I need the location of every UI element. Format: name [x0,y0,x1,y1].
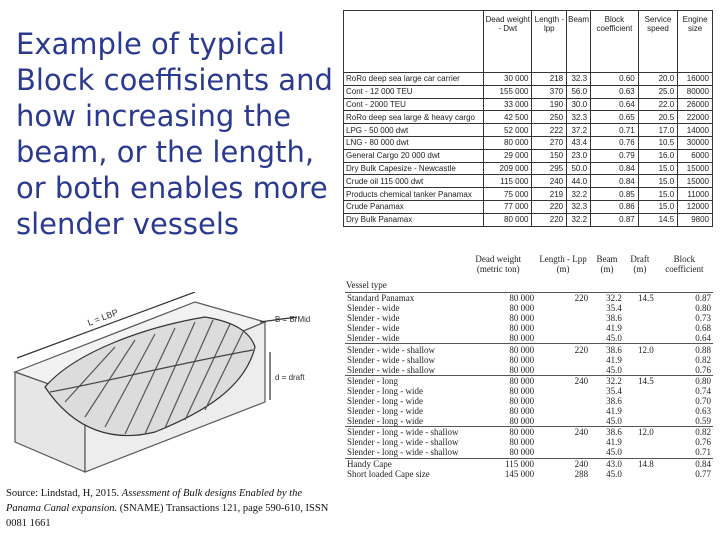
vessel-name-cell: LPG - 50 000 dwt [344,124,484,137]
value-cell: 38.6 [606,395,622,406]
value-cell: 0.65 [591,111,639,124]
value-cell: 80 000 [460,427,536,438]
value-cell [624,365,656,376]
value-cell [536,406,590,416]
value-cell: 30000 [678,136,713,149]
value-cell: 220 [574,293,589,304]
value-cell: 288 [574,468,589,479]
value-cell: 22000 [678,111,713,124]
value-cell [624,313,656,323]
table-row [345,333,713,344]
value-cell: 0.84 [591,162,639,175]
value-cell [624,355,656,365]
value-cell: 0.76 [695,364,711,375]
value-cell: 145 000 [504,468,535,479]
value-cell: 0.63 [695,406,711,417]
value-cell: 0.88 [656,344,713,355]
vessel-name-cell: Crude oil 115 000 dwt [344,175,484,188]
value-cell: 0.74 [695,385,711,396]
value-cell: 15.0 [638,162,677,175]
table-row [344,175,713,188]
value-cell: 80 000 [460,375,536,386]
vessel-type-cell: Short loaded Cape size [347,468,430,479]
value-cell: 45.0 [606,333,622,344]
column-header: Block coefficient [591,11,639,73]
value-cell: 26000 [678,98,713,111]
table-row [345,375,713,386]
value-cell: 190 [532,98,567,111]
value-cell [624,406,656,416]
value-cell: 12.0 [624,344,656,355]
value-cell: 42 500 [484,111,532,124]
value-cell: 80 000 [509,437,535,448]
value-cell: 38.6 [590,344,624,355]
value-cell: 0.86 [591,200,639,213]
value-cell: 14.5 [624,375,656,386]
vessel-type-cell: Slender - wide [347,323,400,334]
column-header: Beam (m) [596,254,618,274]
value-cell [536,416,590,427]
table-row [345,323,713,333]
vessel-type-cell: Slender - wide [347,303,400,314]
value-cell: 30 000 [484,73,532,86]
value-cell: 0.76 [695,437,711,448]
table-row [345,406,713,416]
value-cell: 12.0 [624,427,656,438]
value-cell: 25.0 [638,85,677,98]
vessel-name-cell: Cont - 12 000 TEU [344,85,484,98]
value-cell [536,396,590,406]
value-cell: 50.0 [567,162,591,175]
table-row [344,136,713,149]
table-row [344,188,713,201]
value-cell [624,333,656,344]
value-cell: 45.0 [606,416,622,427]
table-row [344,111,713,124]
table-row [344,162,713,175]
value-cell [536,323,590,333]
table-row [345,427,713,438]
value-cell [624,386,656,396]
value-cell: 33 000 [484,98,532,111]
value-cell: 0.82 [695,354,711,365]
column-header: Beam [567,11,591,73]
value-cell: 0.77 [695,468,711,479]
vessel-type-cell: Slender - long - wide [347,416,423,427]
value-cell: 41.9 [606,437,622,448]
vessel-name-cell: Products chemical tanker Panamax [344,188,484,201]
value-cell: 14.8 [624,458,656,469]
table-row [345,313,713,323]
table-row [345,416,713,427]
value-cell: 250 [532,111,567,124]
value-cell: 0.71 [695,447,711,458]
value-cell: 12000 [678,200,713,213]
table-row [344,149,713,162]
table-row [344,85,713,98]
value-cell: 80 000 [484,213,532,226]
value-cell: 17.0 [638,124,677,137]
column-header: Vessel type [346,280,387,290]
value-cell [624,303,656,313]
value-cell: 9800 [678,213,713,226]
value-cell: 44.0 [567,175,591,188]
draft-label: d = draft [275,373,305,382]
value-cell: 15000 [678,162,713,175]
table-row [345,386,713,396]
value-cell: 45.0 [606,447,622,458]
value-cell [536,355,590,365]
value-cell: 222 [532,124,567,137]
value-cell: 32.2 [567,213,591,226]
value-cell: 0.64 [695,333,711,344]
vessel-name-cell: Dry Bulk Capesize - Newcastle [344,162,484,175]
value-cell: 35.4 [606,303,622,314]
value-cell: 32.3 [567,111,591,124]
value-cell: 35.4 [606,385,622,396]
length-label: L = LBP [86,307,120,328]
vessel-type-cell: Slender - long - wide [347,395,423,406]
source-tail: (SNAME) Transactions 121, page 590-610, ISSN 0081 1661 [6,503,329,529]
value-cell: 240 [532,175,567,188]
value-cell: 80 000 [509,333,535,344]
value-cell: 56.0 [567,85,591,98]
value-cell: 80 000 [509,395,535,406]
table-row [345,469,713,479]
value-cell: 80 000 [509,323,535,334]
value-cell: 80 000 [509,313,535,324]
table-row [344,200,713,213]
value-cell: 32.3 [567,73,591,86]
value-cell: 270 [532,136,567,149]
column-header: Dead weight (metric ton) [475,254,522,274]
value-cell: 15.0 [638,188,677,201]
table-row [344,73,713,86]
value-cell: 295 [532,162,567,175]
value-cell: 45.0 [606,364,622,375]
value-cell: 15.0 [638,175,677,188]
table-row [345,365,713,376]
vessel-name-cell: RoRo deep sea large & heavy cargo [344,111,484,124]
table-row [345,458,713,469]
beam-label: B = BrMid [275,315,311,324]
vessel-type-cell: Slender - long - wide - shallow [347,427,459,438]
source-plain: Source: Lindstad, H, 2015. [6,488,120,499]
value-cell: 115 000 [484,175,532,188]
value-cell: 240 [536,458,590,469]
vessel-name-cell: Dry Bulk Panamax [344,213,484,226]
table-row [344,98,713,111]
value-cell: 80 000 [484,136,532,149]
vessel-type-cell: Slender - long [345,375,460,386]
value-cell: 32.2 [606,293,622,304]
value-cell: 80000 [678,85,713,98]
value-cell: 0.68 [695,323,711,334]
value-cell: 0.59 [695,416,711,427]
value-cell: 0.87 [591,213,639,226]
table-row [345,303,713,313]
value-cell: 80 000 [509,364,535,375]
value-cell [536,437,590,447]
value-cell [624,416,656,427]
vessel-name-cell: Crude Panamax [344,200,484,213]
table-row [344,213,713,226]
value-cell: 0.60 [591,73,639,86]
value-cell [536,303,590,313]
value-cell: 32.2 [590,375,624,386]
column-header: Engine size [678,11,713,73]
value-cell: 16000 [678,73,713,86]
value-cell: 218 [532,73,567,86]
value-cell: 240 [536,375,590,386]
value-cell: 0.87 [695,293,711,304]
value-cell: 209 000 [484,162,532,175]
vessel-type-cell: Slender - wide - shallow [345,344,460,355]
value-cell [536,386,590,396]
table-row [345,344,713,355]
column-header: Block coefficient [665,254,704,274]
value-cell: 22.0 [638,98,677,111]
value-cell [624,437,656,447]
value-cell [624,469,656,479]
table-header-row [345,252,713,293]
value-cell: 41.9 [606,323,622,334]
column-header: Dead weight - Dwt [484,11,532,73]
value-cell: 0.80 [656,375,713,386]
value-cell: 15000 [678,175,713,188]
value-cell: 23.0 [567,149,591,162]
value-cell: 220 [536,344,590,355]
value-cell: 43.4 [567,136,591,149]
value-cell: 77 000 [484,200,532,213]
vessel-type-cell: Slender - wide [347,313,400,324]
value-cell: 115 000 [460,458,536,469]
source-citation [6,486,336,531]
value-cell: 0.71 [591,124,639,137]
vessel-type-cell: Slender - wide [347,333,400,344]
value-cell: 220 [532,200,567,213]
value-cell: 80 000 [509,354,535,365]
value-cell [624,396,656,406]
value-cell: 150 [532,149,567,162]
column-header: Service speed [638,11,677,73]
value-cell [536,333,590,344]
value-cell: 0.80 [695,303,711,314]
value-cell: 0.84 [656,458,713,469]
value-cell: 240 [536,427,590,438]
value-cell: 0.70 [695,395,711,406]
table-row [345,293,713,304]
value-cell: 220 [532,213,567,226]
value-cell: 32.3 [567,200,591,213]
value-cell: 45.0 [606,468,622,479]
value-cell: 29 000 [484,149,532,162]
value-cell: 20.5 [638,111,677,124]
value-cell: 0.76 [591,136,639,149]
value-cell: 80 000 [509,406,535,417]
value-cell: 219 [532,188,567,201]
value-cell: 0.79 [591,149,639,162]
value-cell: 43.0 [590,458,624,469]
value-cell: 80 000 [509,447,535,458]
value-cell: 0.82 [656,427,713,438]
vessel-name-cell: RoRo deep sea large car carrier [344,73,484,86]
value-cell: 38.6 [606,313,622,324]
vessel-type-cell: Slender - long - wide - shallow [347,447,459,458]
value-cell: 10.5 [638,136,677,149]
ship-hull-block-diagram [5,292,337,482]
column-header: Length - lpp [532,11,567,73]
value-cell: 370 [532,85,567,98]
value-cell: 52 000 [484,124,532,137]
value-cell: 37.2 [567,124,591,137]
value-cell: 0.85 [591,188,639,201]
table-row [345,437,713,447]
value-cell: 80 000 [509,293,535,304]
block-coefficient-table [343,10,713,227]
vessel-type-cell: Handy Cape [345,458,460,469]
value-cell: 80 000 [509,303,535,314]
value-cell: 0.84 [591,175,639,188]
table-row [345,447,713,458]
vessel-type-cell: Slender - long - wide - shallow [347,437,459,448]
value-cell: 32.2 [567,188,591,201]
table-row [345,355,713,365]
value-cell [536,313,590,323]
value-cell: 20.0 [638,73,677,86]
table-row [345,396,713,406]
value-cell: 14.5 [638,293,654,304]
value-cell: 11000 [678,188,713,201]
value-cell: 14.5 [638,213,677,226]
value-cell [536,447,590,458]
vessel-type-cell: Slender - wide - shallow [347,354,435,365]
value-cell [536,365,590,376]
slender-vessel-table [345,252,713,479]
value-cell: 30.0 [567,98,591,111]
vessel-name-cell: General Cargo 20 000 dwt [344,149,484,162]
table-row [344,124,713,137]
value-cell [624,447,656,458]
value-cell: 16.0 [638,149,677,162]
value-cell: 14000 [678,124,713,137]
value-cell: 6000 [678,149,713,162]
vessel-name-cell: Cont - 2000 TEU [344,98,484,111]
value-cell: 155 000 [484,85,532,98]
value-cell: 75 000 [484,188,532,201]
column-header: Length - Lpp (m) [539,254,587,274]
vessel-type-cell: Slender - long - wide [347,406,423,417]
vessel-type-cell: Standard Panamax [347,293,415,304]
value-cell: 41.9 [606,406,622,417]
column-header [344,11,484,73]
value-cell [624,323,656,333]
value-cell: 15.0 [638,200,677,213]
value-cell: 41.9 [606,354,622,365]
vessel-type-cell: Slender - wide - shallow [347,364,435,375]
value-cell: 0.64 [591,98,639,111]
value-cell: 0.73 [695,313,711,324]
value-cell: 80 000 [460,344,536,355]
source-title: Assessment of Bulk designs Enabled by the Panama Canal expansion. [6,488,302,514]
table-header-row [344,11,713,73]
vessel-name-cell: LNG - 80 000 dwt [344,136,484,149]
value-cell: 0.63 [591,85,639,98]
column-header: Draft (m) [630,254,650,274]
vessel-type-cell: Slender - long - wide [347,385,423,396]
value-cell: 80 000 [509,385,535,396]
slide-title: Example of typical Block coeffisients and how increasing the beam, or the length, or both enables more slender vessels [16,27,333,241]
value-cell: 38.6 [590,427,624,438]
value-cell: 80 000 [509,416,535,427]
